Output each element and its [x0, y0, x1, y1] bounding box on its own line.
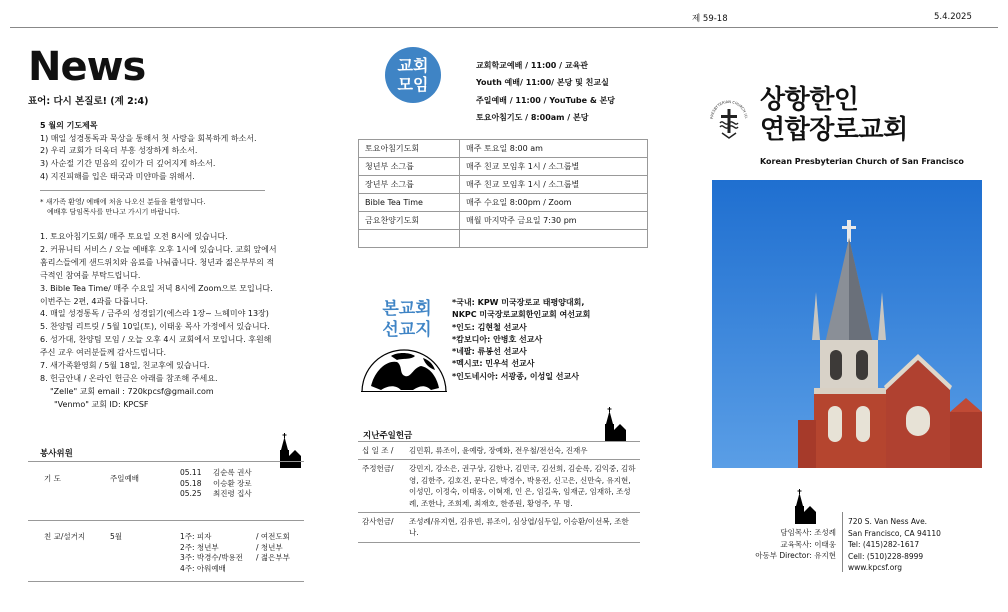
- pastor-line: 담임목사: 조성례: [780, 528, 836, 537]
- mission-title-line: 선교지: [382, 320, 432, 340]
- staff-week: 1주: 피자: [180, 532, 212, 541]
- divider: [842, 512, 843, 572]
- offering-names: 조성례/유지현, 김유빈, 류조이, 심상엽/심두일, 이승환/이선복, 조한나.: [409, 517, 629, 538]
- offering-table: [358, 441, 640, 543]
- prayer-item: 1) 매일 성경통독과 묵상을 통해서 첫 사랑을 회복하게 하소서.: [40, 133, 257, 143]
- worship-item: Youth 예배/ 11:00/ 본당 및 친교실: [476, 78, 609, 88]
- motto: 표어: 다시 본질로! (계 2:4): [28, 96, 149, 107]
- divider: [28, 581, 304, 582]
- cell-line: Cell: (510)228-8999: [848, 551, 924, 561]
- mission-item: *캄보디아: 안병호 선교사: [452, 334, 543, 344]
- meeting-time: 매주 수요일 8:00pm / Zoom: [460, 194, 648, 212]
- church-name-line: 상항한인: [760, 85, 859, 115]
- table-row: [358, 513, 640, 543]
- staff-week: 4주: 아워예배: [180, 563, 226, 573]
- mission-item: *인도: 김현철 선교사: [452, 322, 527, 332]
- meeting-time: 매월 마지막주 금요일 7:30 pm: [460, 212, 648, 230]
- prayer-item: 2) 우리 교회가 더욱더 부흥 성장하게 하소서.: [40, 146, 198, 156]
- table-row: [359, 230, 648, 248]
- offering-title: 지난주일헌금: [363, 431, 413, 441]
- news-item: 2. 커뮤니티 서비스 / 오늘 예배후 오후 1시에 있습니다. 교회 앞에서: [40, 244, 277, 254]
- news-item: 3. Bible Tea Time/ 매주 수요일 저녁 8시에 Zoom으로 모입니다.: [40, 283, 273, 293]
- meeting-time: [460, 230, 648, 248]
- meeting-name: 장년부 소그룹: [359, 176, 460, 194]
- mission-item: *멕시코: 민우석 선교사: [452, 359, 535, 369]
- staff-title: 봉사위원: [40, 449, 73, 459]
- meeting-name: Bible Tea Time: [359, 194, 460, 212]
- divider: [28, 461, 304, 462]
- divider: [40, 190, 265, 191]
- welcome-line: * 새가족 환영/ 예배에 처음 나오신 분들을 환영합니다.: [40, 198, 206, 206]
- church-steeple-icon: [600, 404, 630, 442]
- meeting-time: 매주 친교 모임후 1시 / 소그룹별: [460, 158, 648, 176]
- staff-name: 김순록 권사: [213, 468, 252, 477]
- prayer-topics: [40, 120, 280, 184]
- pcusa-seal-icon: [707, 93, 751, 147]
- church-photo: [712, 180, 982, 468]
- address-line: San Francisco, CA 94110: [848, 528, 941, 538]
- prayer-title: 5 월의 기도제목: [40, 121, 98, 130]
- staff-prayer-label: 기 도: [44, 474, 61, 483]
- worship-item: 토요아침기도 / 8:00am / 본당: [476, 113, 589, 123]
- staff-team: / 청년부: [256, 542, 283, 552]
- pastor-line: 교육목사: 이태웅: [780, 539, 836, 549]
- staff-hospitality-teams: [256, 532, 290, 564]
- table-row: [359, 176, 648, 194]
- table-row: [358, 460, 640, 513]
- church-steeple-icon: [275, 430, 305, 468]
- church-name-line: 연합장로교회: [760, 115, 908, 145]
- pastor-line: 아동부 Director: 유지현: [755, 551, 836, 560]
- meeting-name: [359, 230, 460, 248]
- staff-team: / 젊은부부: [256, 553, 290, 562]
- staff-hospitality-label: 친 교/설거지: [44, 532, 86, 541]
- news-item: 이번주는 2편, 4과를 다룹니다.: [40, 296, 148, 306]
- welcome-note: [40, 197, 280, 217]
- staff-date: 05.18: [180, 478, 202, 488]
- church-name: [760, 85, 908, 145]
- staff-prayer-service: 주일예배: [110, 474, 139, 483]
- staff-week: 2주: 청년부: [180, 542, 219, 552]
- phone-line: Tel: (415)282-1617: [848, 540, 920, 549]
- staff-name: 최진령 집사: [213, 489, 252, 498]
- staff-name: 이승환 장로: [213, 478, 252, 488]
- mission-list: [452, 297, 642, 383]
- news-item: 주신 교우 여러분들께 감사드립니다.: [40, 348, 167, 358]
- issue-number: 제 59-18: [692, 14, 728, 24]
- staff-date: 05.25: [180, 489, 202, 498]
- issue-date: 5.4.2025: [934, 12, 972, 22]
- table-row: [359, 140, 648, 158]
- top-divider: [10, 27, 998, 28]
- church-steeple-icon: [790, 486, 820, 524]
- church-address: [848, 516, 941, 574]
- staff-team: / 여전도회: [256, 532, 290, 541]
- worship-schedule: [476, 57, 656, 127]
- prayer-item: 3) 사순절 기간 믿음의 깊이가 더 깊어지게 하소서.: [40, 159, 216, 169]
- venmo-id: "Venmo" 교회 ID: KPCSF: [54, 399, 149, 409]
- news-title: News: [28, 44, 146, 90]
- meeting-name: 토요아침기도회: [359, 140, 460, 158]
- badge-line: 교회: [397, 56, 429, 75]
- news-item: 1. 토요아침기도회/ 매주 토요일 오전 8시에 있습니다.: [40, 232, 228, 241]
- globe-icon: [361, 346, 447, 392]
- offering-label: 십 일 조 /: [362, 446, 394, 455]
- website-link[interactable]: www.kpcsf.org: [848, 563, 903, 572]
- meeting-name: 금요찬양기도회: [359, 212, 460, 230]
- address-line: 720 S. Van Ness Ave.: [848, 517, 928, 526]
- table-row: [359, 212, 648, 230]
- mission-item: *인도네시아: 서광종, 이성일 선교사: [452, 371, 579, 381]
- worship-item: 교회학교예배 / 11:00 / 교육관: [476, 61, 589, 70]
- worship-item: 주일예배 / 11:00 / YouTube & 본당: [476, 95, 616, 105]
- offering-names: 김민휘, 류조이, 윤예랑, 장예화, 전우철/전선숙, 진재우: [409, 446, 588, 455]
- meeting-name: 청년부 소그룹: [359, 158, 460, 176]
- mission-title: [372, 299, 442, 341]
- table-row: [359, 158, 648, 176]
- meeting-time: 매주 토요일 8:00 am: [460, 140, 648, 158]
- news-item: 7. 새가족환영회 / 5월 18일, 친교후에 있습니다.: [40, 361, 210, 371]
- mission-item: NKPC 미국장로교회한인교회 여선교회: [452, 310, 591, 320]
- news-item: 6. 성가대, 찬양팀 모임 / 오늘 오후 4시 교회에서 모입니다. 후원해: [40, 335, 272, 345]
- offering-names: 강민지, 강소은, 권구상, 김한나, 김민국, 김선희, 김순록, 김익중, 김하영, 김한주, 김호진, 문다은, 박경수, 박용전, 신고은, 신만숙, 유지현, 이성민, 이정숙, 이태웅, 이혁재, 인 은, 임길옥, 임재군, 임재하, 조성례, 조한나, 조희제, 최재호, 한종원, 황영주, 무 명.: [409, 464, 636, 508]
- mission-item: *국내: KPW 미국장로교 태평양대회,: [452, 298, 585, 307]
- staff-week: 3주: 박경수/박용전: [180, 553, 243, 562]
- divider: [28, 520, 304, 521]
- welcome-line: 예배후 담임목사를 만나고 가시기 바랍니다.: [47, 208, 180, 216]
- mission-item: *네팔: 류봉선 선교사: [452, 347, 527, 357]
- news-item: 5. 찬양팀 리트릿 / 5월 10일(토), 이태웅 목사 가정에서 있습니다.: [40, 322, 270, 332]
- staff-prayer-names: [213, 468, 252, 500]
- church-name-english: Korean Presbyterian Church of San Francisco: [760, 157, 964, 166]
- news-list: [40, 231, 312, 412]
- seal-text: PRESBYTERIAN CHURCH (U.: [709, 99, 749, 120]
- table-row: [359, 194, 648, 212]
- news-item: 극적인 참여를 부탁드립니다.: [40, 270, 141, 280]
- table-row: [358, 442, 640, 460]
- staff-hospitality-month: 5월: [110, 532, 123, 541]
- news-item: 홈리스들에게 샌드위치와 음료를 나눠줍니다. 청년과 젊은부부의 적: [40, 257, 275, 267]
- news-item: 4. 매일 성경통독 / 금주의 성경읽기(에스라 1장~ 느헤미야 13장): [40, 309, 269, 319]
- meeting-badge: [385, 47, 441, 103]
- pastor-list: [738, 527, 836, 562]
- meeting-table: [358, 139, 648, 248]
- badge-line: 모임: [397, 75, 429, 94]
- staff-prayer-dates: [180, 468, 201, 500]
- offering-label: 주정헌금/: [362, 464, 394, 474]
- news-item: 8. 헌금안내 / 온라인 헌금은 아래를 참조해 주세요.: [40, 373, 218, 383]
- offering-label: 감사헌금/: [362, 517, 394, 527]
- staff-hospitality-weeks: [180, 532, 243, 574]
- mission-title-line: 본교회: [382, 299, 432, 319]
- meeting-time: 매주 친교 모임후 1시 / 소그룹별: [460, 176, 648, 194]
- zelle-email: "Zelle" 교회 email : 720kpcsf@gmail.com: [50, 386, 214, 396]
- prayer-item: 4) 지진피해를 입은 태국과 미얀마를 위해서.: [40, 171, 195, 181]
- staff-date: 05.11: [180, 468, 202, 477]
